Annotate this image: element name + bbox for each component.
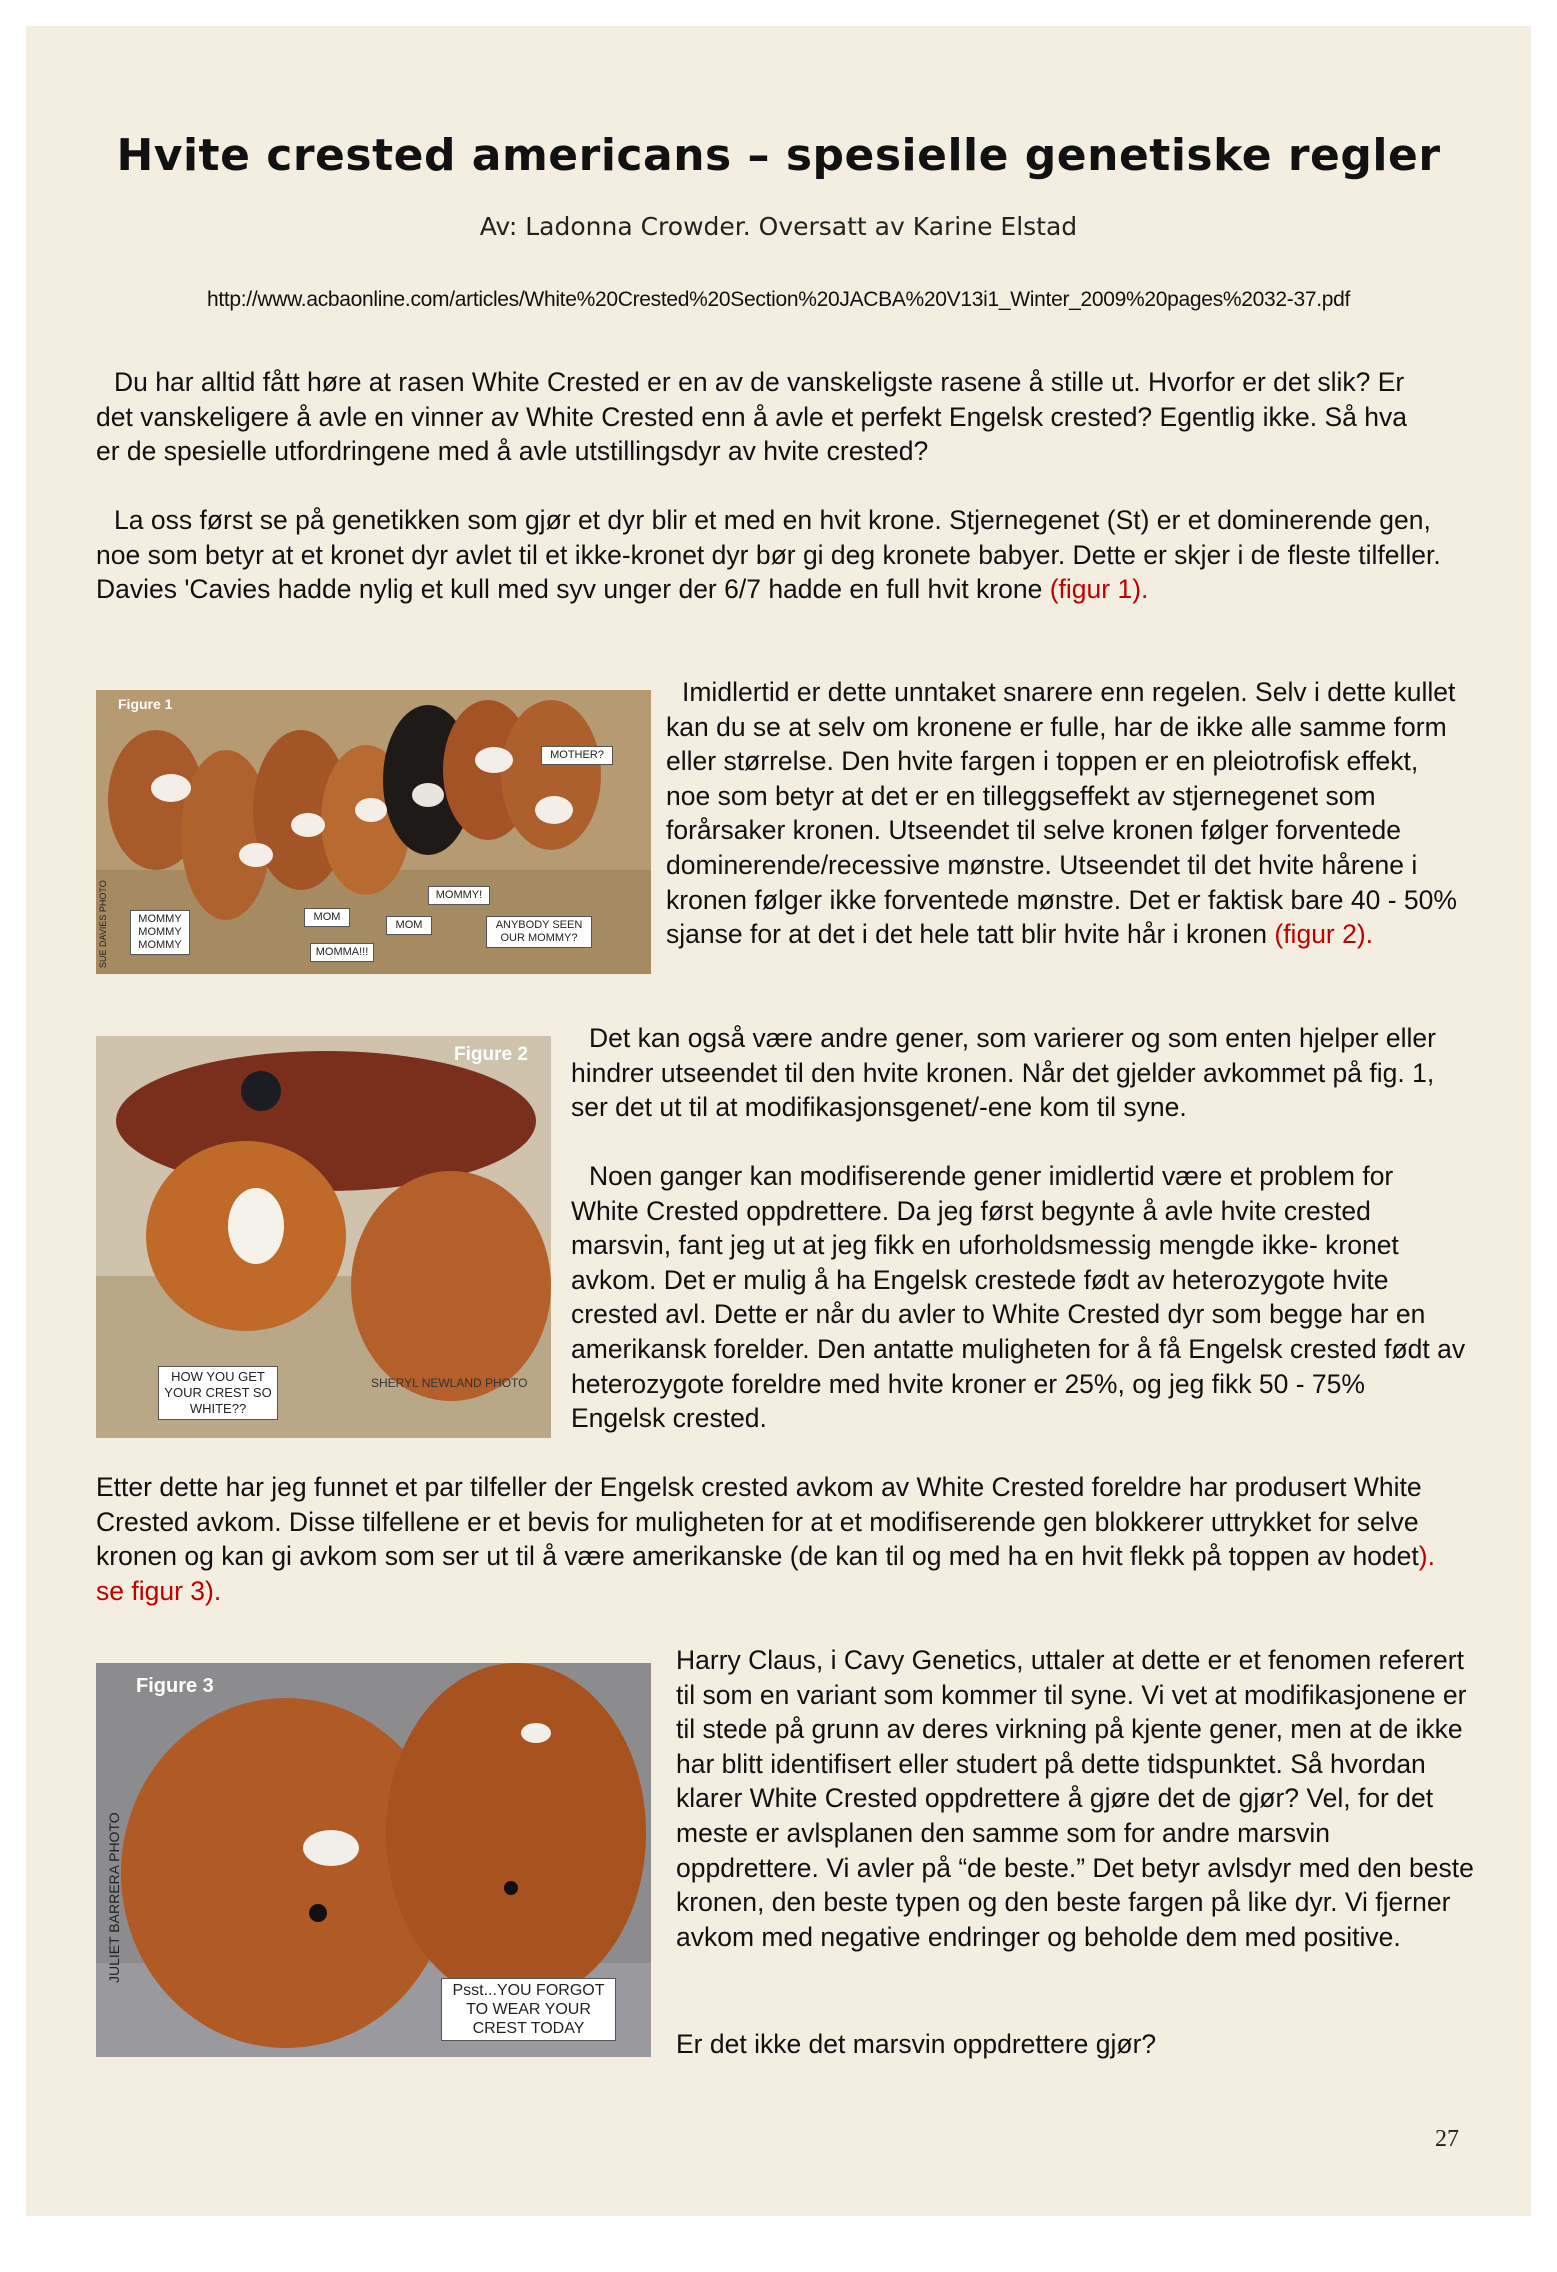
figure-3-credit: JULIET BARRERA PHOTO (106, 1812, 122, 1983)
figure-1-bubble-anybody-seen: ANYBODY SEEN OUR MOMMY? (486, 916, 592, 948)
paragraph-4: Det kan også være andre gener, som varierer og som enten hjelper eller hindrer utseendet til den hvite kronen. Når det gjelder avkommet på fig. 1, ser det ut til at modifikasjonsgenet/-ene kom til syne. (571, 1023, 1436, 1123)
figure-3-label: Figure 3 (136, 1675, 214, 1697)
page-number: 27 (1435, 2126, 1459, 2152)
article-byline: Av: Ladonna Crowder. Oversatt av Karine Elstad (479, 212, 1078, 241)
figure-1-photo (96, 690, 651, 974)
figure-2-reference: (figur 2). (1274, 919, 1374, 950)
paragraph-3: Imidlertid er dette unntaket snarere enn regelen. Selv i dette kullet kan du se at selv om kronene er fulle, har de ikke alle samme form eller størrelse. Den hvite fargen i toppen er en pleiotrofisk effekt, noe som betyr at det er en tilleggseffekt av stjernegenet som forårsaker kronen. Utseendet til selve kronen følger forventede dominerende/recessive mønstre. Utseendet til det hvite hårene i kronen følger ikke forventede mønstre. Det er faktisk bare 40 - 50% sjanse for at det i det hele tatt blir hvite hår i kronen (figur 2). (666, 677, 1457, 950)
figure-1-bubble-mom-2: MOM (386, 916, 432, 935)
figure-1-label: Figure 1 (118, 696, 173, 712)
figure-1-bubble-mom-1: MOM (304, 908, 350, 927)
paragraph-7: Harry Claus, i Cavy Genetics, uttaler at dette er et fenomen referert til som en variant som kommer til syne. Vi vet at modifikasjonene er til stede på grunn av deres virkning på kjente gener, men at de ikke har blitt identifisert eller studert på dette tidspunktet. Så hvordan klarer White Crested oppdrettere å gjøre det de gjør? Vel, for det meste er avlsplanen den samme som for andre marsvin oppdrettere. Vi avler på “de beste.” Det betyr avlsdyr med den beste kronen, den beste typen og den beste fargen på like dyr. Vi fjerner avkom med negative endringer og beholde dem med positive. (676, 1645, 1474, 1952)
figure-2-credit: SHERYL NEWLAND PHOTO (371, 1376, 528, 1390)
figure-2-photo (96, 1036, 551, 1438)
figure-3-reference: ). se figur 3). (96, 1541, 1435, 1606)
paragraph-8: Er det ikke det marsvin oppdrettere gjør? (676, 2029, 1157, 2059)
paragraph-6: Etter dette har jeg funnet et par tilfeller der Engelsk crested avkom av White Crested foreldre har produsert White Crested avkom. Disse tilfellene er et bevis for muligheten for at et modifiserende gen blokkerer uttrykket for selve kronen og kan gi avkom som ser ut til å være amerikanske (de kan til og med ha en hvit flekk på toppen av hodet). se figur 3). (96, 1472, 1435, 1606)
figure-1-bubble-mommy-mommy: MOMMY MOMMY MOMMY (130, 910, 190, 955)
figure-1-reference: (figur 1). (1049, 574, 1149, 605)
article-title: Hvite crested americans – spesielle genetiske regler (116, 130, 1441, 181)
figure-1-bubble-momma: MOMMA!!! (310, 943, 374, 962)
paragraph-5: Noen ganger kan modifiserende gener imidlertid være et problem for White Crested oppdrettere. Da jeg først begynte å avle hvite crested marsvin, fant jeg ut at jeg fikk en uforholdsmessig mengde ikke- kronet avkom. Det er mulig å ha Engelsk crestede født av heterozygote hvite crested avl. Dette er når du avler to White Crested dyr som begge har en amerikansk forelder. Den antatte muligheten for å få Engelsk crested født av heterozygote foreldre med hvite kroner er 25%, og jeg fikk 50 - 75% Engelsk crested. (571, 1161, 1466, 1434)
paragraph-2: La oss først se på genetikken som gjør et dyr blir et med en hvit krone. Stjernegenet (St) er et dominerende gen, noe som betyr at et kronet dyr avlet til et ikke-kronet dyr bør gi deg kronete babyer. Dette er skjer i de fleste tilfeller. Davies 'Cavies hadde nylig et kull med syv unger der 6/7 hadde en full hvit krone (figur 1). (96, 505, 1441, 605)
figure-2-label: Figure 2 (454, 1044, 528, 1065)
paragraph-1: Du har alltid fått høre at rasen White Crested er en av de vanskeligste rasene å stille ut. Hvorfor er det slik? Er det vanskeligere å avle en vinner av White Crested enn å avle et perfekt Engelsk crested? Egentlig ikke. Så hva er de spesielle utfordringene med å avle utstillingsdyr av hvite crested? (96, 367, 1408, 467)
figure-1-bubble-mother: MOTHER? (541, 746, 613, 765)
figure-3-photo (96, 1663, 651, 2057)
source-url: http://www.acbaonline.com/articles/White%20Crested%20Section%20JACBA%20V13i1_Winter_2009%20pages%2032-37.pdf (206, 288, 1351, 311)
figure-1-bubble-mommy: MOMMY! (428, 886, 490, 905)
figure-1-credit: SUE DAVIES PHOTO (98, 880, 108, 968)
figure-3-bubble: Psst...YOU FORGOT TO WEAR YOUR CREST TODAY (441, 1978, 616, 2041)
figure-2-bubble: HOW YOU GET YOUR CREST SO WHITE?? (158, 1366, 278, 1420)
